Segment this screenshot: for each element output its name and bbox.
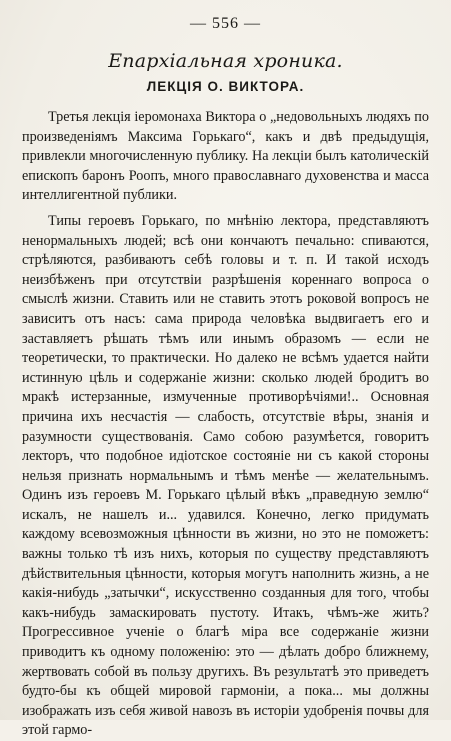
page-number: — 556 — [190, 15, 261, 32]
lecture-title: ЛЕКЦІЯ О. ВИКТОРА. [146, 79, 305, 94]
paragraph-1: Третья лекція іеромонаха Виктора о „недовольныхъ людяхъ по произведеніямъ Максима Горькаго“, какъ и двѣ предыдущія, привлекли многочисленную публику. На лекціи былъ католическій епископъ баронъ Роопъ, много православнаго духовенства и масса интеллигентной публики. [22, 109, 429, 204]
article-body [22, 108, 429, 741]
section-title: Епархіальная хроника. [108, 50, 343, 72]
paragraph-2: Типы героевъ Горькаго, по мнѣнію лектора, представляютъ ненормальныхъ людей; всѣ они кончаютъ печально: спиваются, стрѣляются, разбиваютъ себѣ головы и т. п. И такой исходъ неизбѣженъ при отсутствіи разрѣшенія кореннаго вопроса о смыслѣ жизни. Ставить или не ставить этотъ роковой вопросъ не зависитъ отъ насъ: сама природа человѣка выдвигаетъ его и заставляетъ рѣшать тѣмъ или инымъ образомъ — если не теоретически, то практически. Но далеко не всѣмъ удается найти истинную цѣль и содержаніе жизни: сколько людей бродитъ во мракѣ истерзанные, измученные противорѣчіями!.. Основная причина ихъ несчастія — слабость, отсутствіе вѣры, знанія и разумности существованія. Само собою разумѣется, говоритъ лекторъ, что подобное идіотское состояніе ни съ какой стороны нельзя признать нормальнымъ и тѣмъ менѣе — желательнымъ. Одинъ изъ героевъ М. Горькаго цѣлый вѣкъ „праведную землю“ искалъ, не нашелъ и... удавился. Конечно, легко придумать каждому всевозможныя цѣнности въ жизни, но это не поможетъ: важны только тѣ изъ нихъ, которыя по существу представляютъ дѣйствительныя цѣнности, которыя могутъ наполнить жизнь, а не какія-нибудь „затычки“, искусственно созданныя для того, чтобы какъ-нибудь замаскировать пустоту. Итакъ, чѣмъ-же жить? Прогрессивное ученіе о благѣ міра все содержаніе жизни приводитъ къ одному положенію: это — дѣлать добро ближнему, жертвовать собой въ пользу другихъ. Въ результатѣ это приведетъ будто-бы къ общей мировой гармоніи, а пока... мы должны изображать изъ себя живой навозъ въ исторіи удобренія почвы для этой гармо- [22, 212, 429, 739]
